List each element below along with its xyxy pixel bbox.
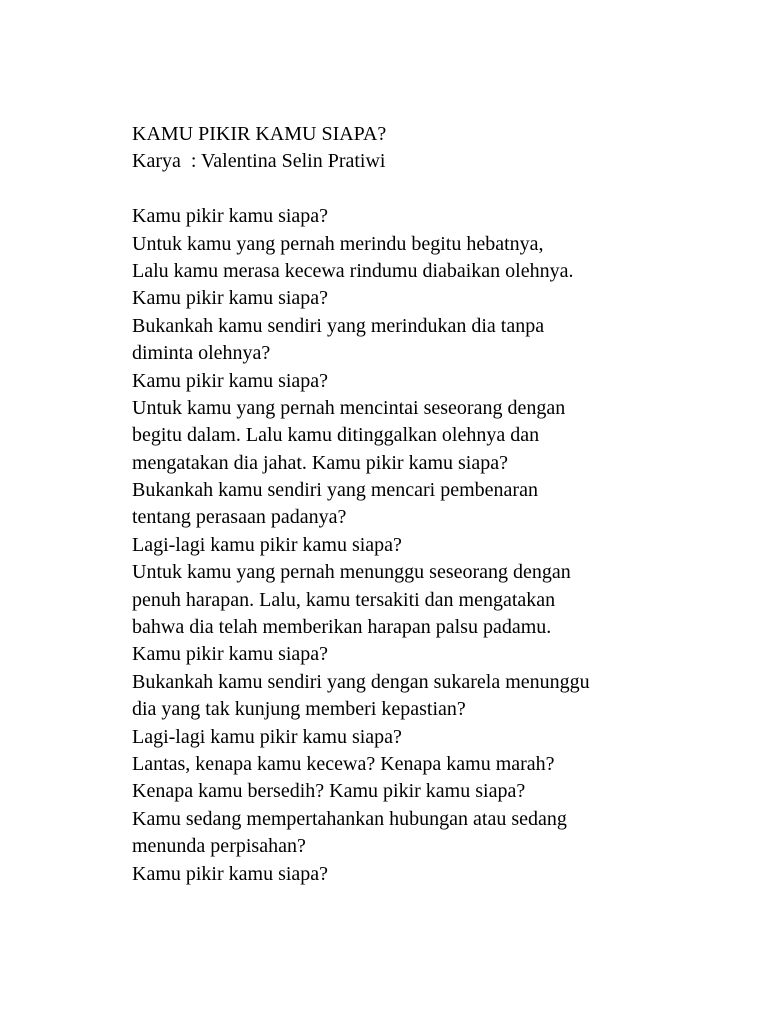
poem-line: Bukankah kamu sendiri yang mencari pembenaran (132, 479, 538, 502)
poem-line: Untuk kamu yang pernah menunggu seseorang dengan (132, 561, 571, 584)
poem-line: Bukankah kamu sendiri yang dengan sukarela menunggu (132, 670, 590, 693)
poem-line: Kamu pikir kamu siapa? (132, 369, 329, 392)
poem-line: Kamu pikir kamu siapa? (132, 862, 329, 885)
poem-line: Lagi-lagi kamu pikir kamu siapa? (132, 725, 402, 748)
author-line: Karya : Valentina Selin Pratiwi (132, 150, 386, 173)
poem-line: Bukankah kamu sendiri yang merindukan dia tanpa (132, 314, 545, 337)
poem-line: Lalu kamu merasa kecewa rindumu diabaikan olehnya. (132, 259, 574, 282)
poem-line: penuh harapan. Lalu, kamu tersakiti dan mengatakan (132, 588, 556, 611)
poem-line: Kamu pikir kamu siapa? (132, 287, 329, 310)
poem-line: Lantas, kenapa kamu kecewa? Kenapa kamu marah? (132, 752, 555, 775)
poem-line: menunda perpisahan? (132, 835, 306, 858)
poem-line: mengatakan dia jahat. Kamu pikir kamu siapa? (132, 451, 508, 474)
blank-line (132, 176, 652, 203)
poem-line: dia yang tak kunjung memberi kepastian? (132, 698, 466, 721)
poem-line: Kamu pikir kamu siapa? (132, 643, 329, 666)
poem-line: diminta olehnya? (132, 342, 271, 365)
poem-line: Kamu sedang mempertahankan hubungan atau sedang (132, 807, 567, 830)
poem-line: Untuk kamu yang pernah mencintai seseorang dengan (132, 396, 566, 419)
poem-line: Kamu pikir kamu siapa? (132, 205, 329, 228)
poem-line: Lagi-lagi kamu pikir kamu siapa? (132, 533, 402, 556)
document-title: KAMU PIKIR KAMU SIAPA? (132, 123, 387, 145)
poem-line: bahwa dia telah memberikan harapan palsu padamu. (132, 616, 552, 639)
poem-line: Untuk kamu yang pernah merindu begitu hebatnya, (132, 232, 544, 255)
poem-line: Kenapa kamu bersedih? Kamu pikir kamu siapa? (132, 780, 526, 803)
poem-line: tentang perasaan padanya? (132, 506, 347, 529)
poem-body (132, 203, 652, 888)
poem-line: begitu dalam. Lalu kamu ditinggalkan olehnya dan (132, 424, 540, 447)
document-body (132, 121, 652, 888)
